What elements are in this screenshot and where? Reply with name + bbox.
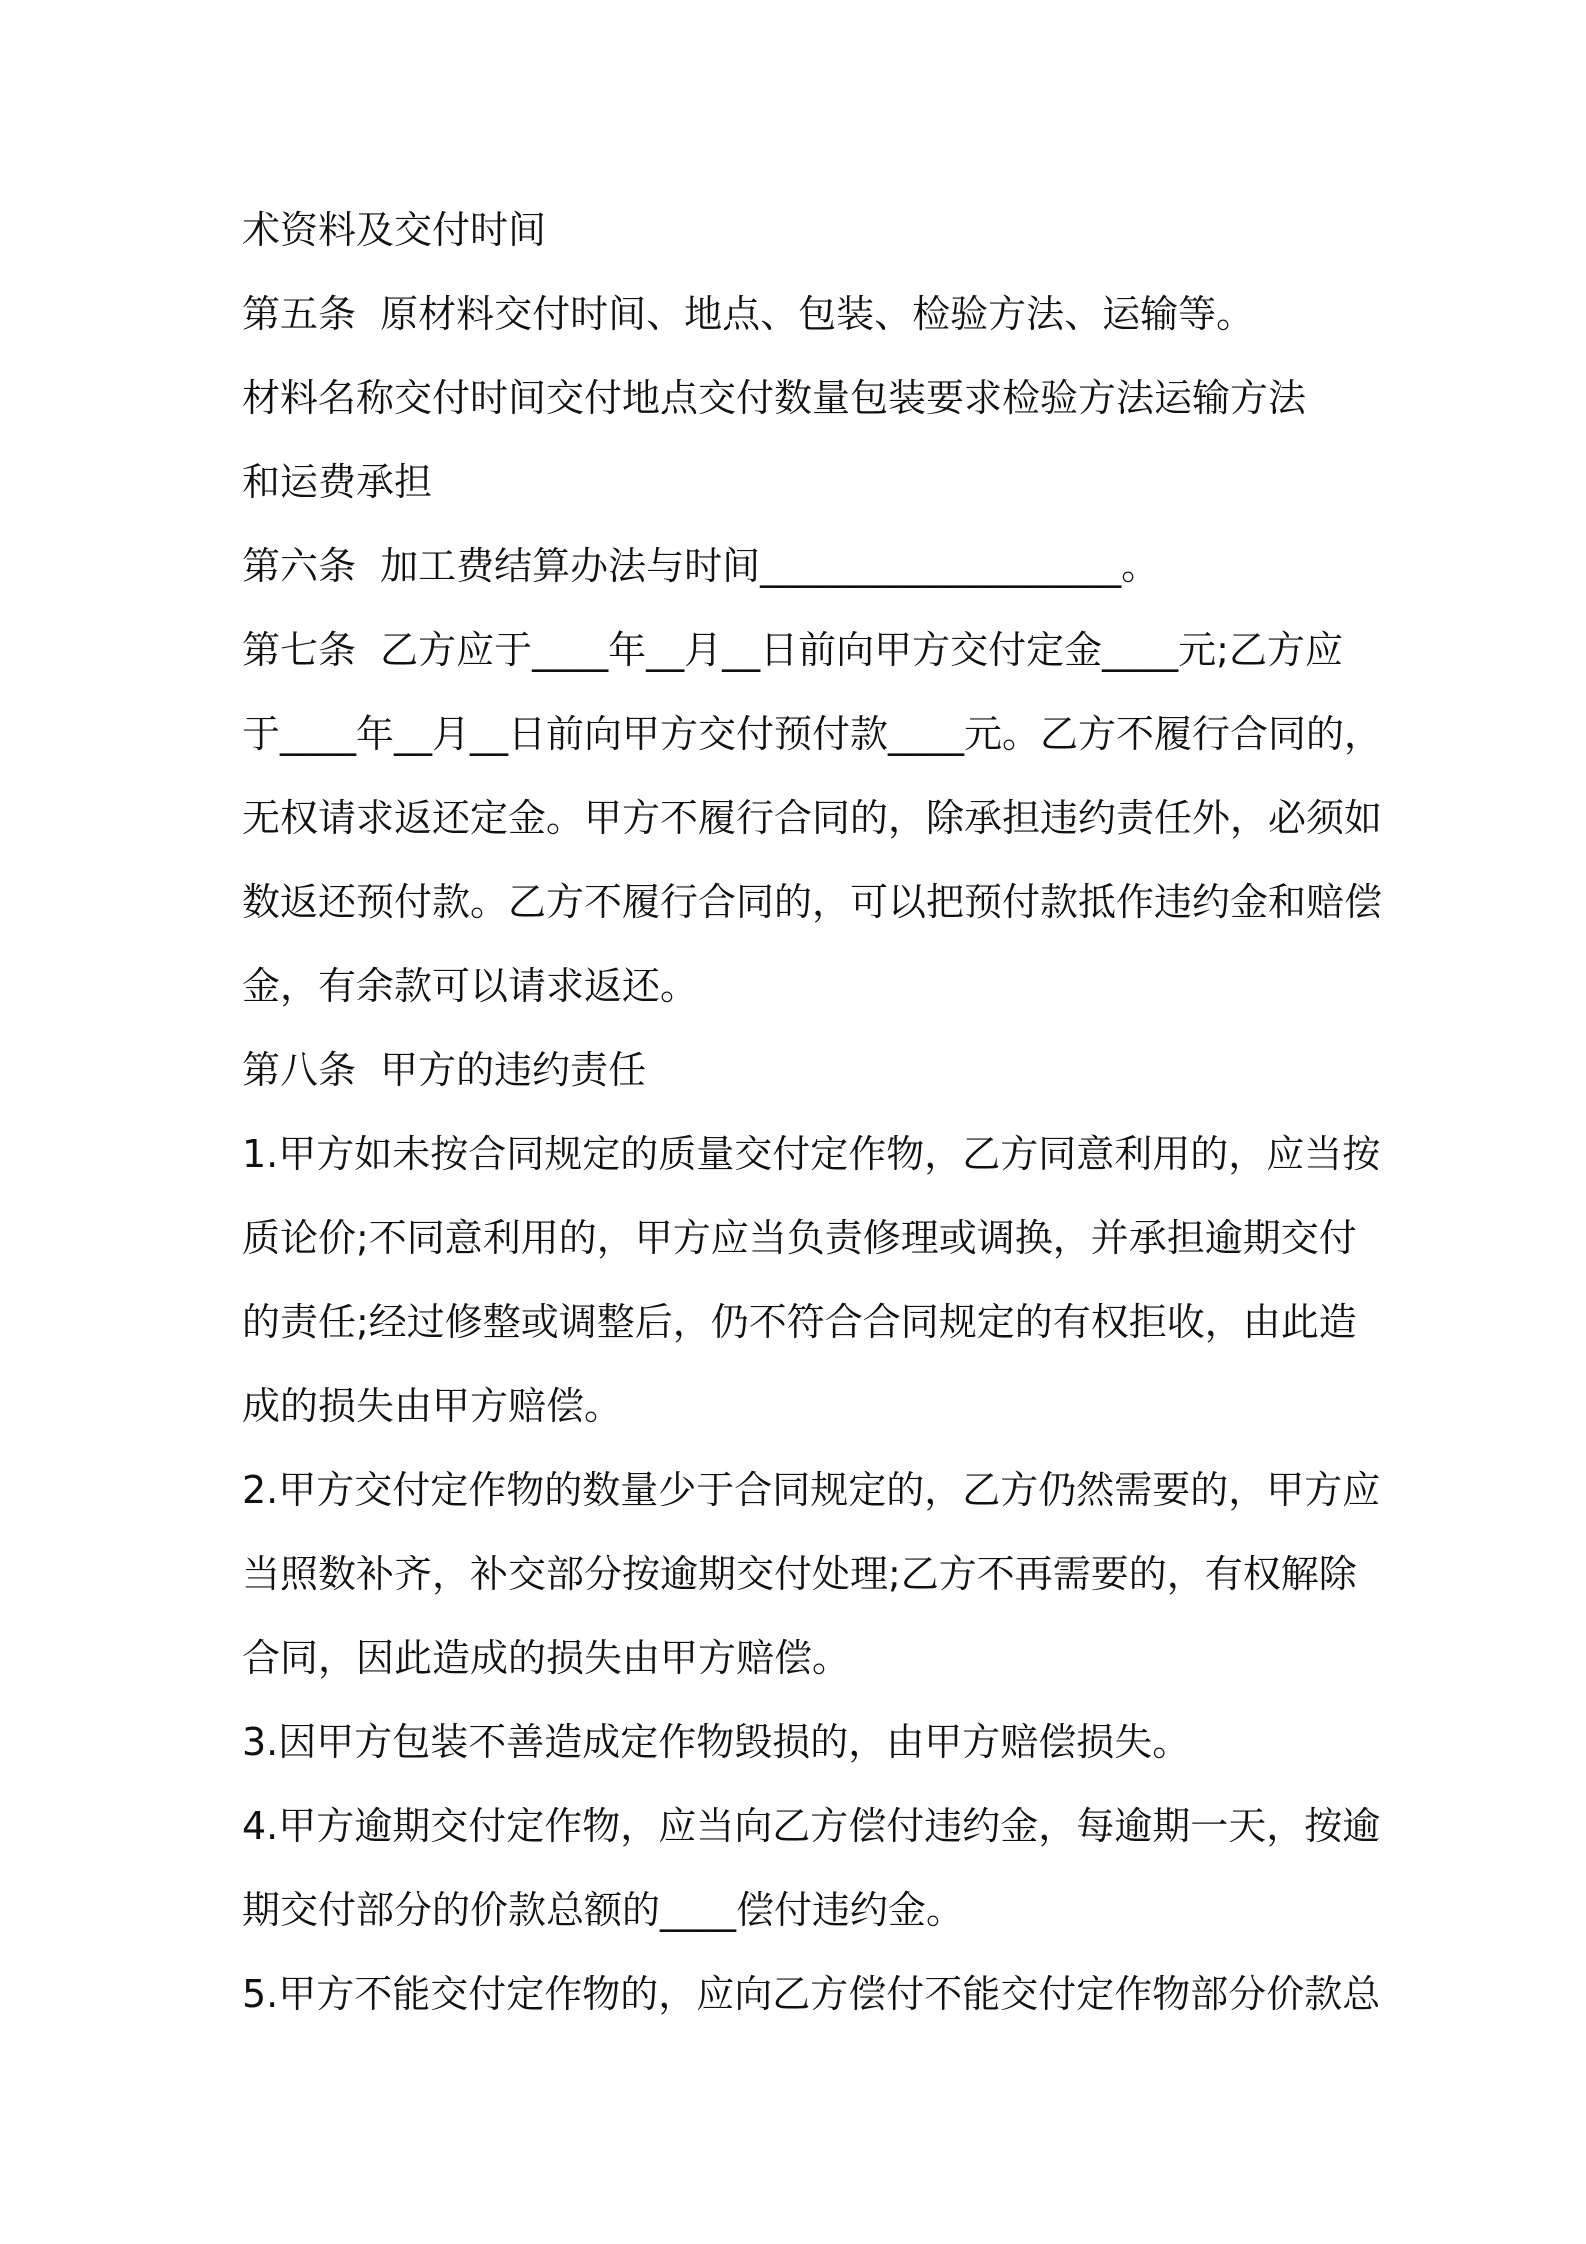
clause-1: 1.甲方如未按合同规定的质量交付定作物，乙方同意利用的，应当按	[242, 1132, 1381, 1176]
article-5-heading: 第五条 原材料交付时间、地点、包装、检验方法、运输等。	[242, 292, 1255, 336]
text-line: 术资料及交付时间	[242, 208, 547, 252]
clause-3: 3.因甲方包装不善造成定作物毁损的，由甲方赔偿损失。	[242, 1720, 1191, 1764]
article-6-heading: 第六条 加工费结算办法与时间___________________。	[242, 544, 1160, 588]
clause-5: 5.甲方不能交付定作物的，应向乙方偿付不能交付定作物部分价款总	[242, 1972, 1381, 2016]
text-line: 无权请求返还定金。甲方不履行合同的，除承担违约责任外，必须如	[242, 796, 1383, 840]
text-line: 和运费承担	[242, 460, 433, 504]
text-line: 材料名称交付时间交付地点交付数量包装要求检验方法运输方法	[242, 376, 1307, 420]
text-line: 当照数补齐，补交部分按逾期交付处理;乙方不再需要的，有权解除	[242, 1552, 1357, 1596]
clause-4: 4.甲方逾期交付定作物，应当向乙方偿付违约金，每逾期一天，按逾	[242, 1804, 1381, 1848]
text-line: 数返还预付款。乙方不履行合同的，可以把预付款抵作违约金和赔偿	[242, 880, 1383, 924]
article-7-heading: 第七条 乙方应于____年__月__日前向甲方交付定金____元;乙方应	[242, 628, 1343, 672]
contract-text	[242, 198, 1383, 2046]
text-line: 合同，因此造成的损失由甲方赔偿。	[242, 1636, 851, 1680]
text-line: 的责任;经过修整或调整后，仍不符合合同规定的有权拒收，由此造	[242, 1300, 1357, 1344]
text-line: 期交付部分的价款总额的____偿付违约金。	[242, 1888, 965, 1932]
text-line: 金，有余款可以请求返还。	[242, 964, 699, 1008]
text-line: 质论价;不同意利用的，甲方应当负责修理或调换，并承担逾期交付	[242, 1216, 1357, 1260]
clause-2: 2.甲方交付定作物的数量少于合同规定的，乙方仍然需要的，甲方应	[242, 1468, 1381, 1512]
article-8-heading: 第八条 甲方的违约责任	[242, 1048, 647, 1092]
text-line: 于____年__月__日前向甲方交付预付款____元。乙方不履行合同的，	[242, 712, 1383, 756]
text-line: 成的损失由甲方赔偿。	[242, 1384, 623, 1428]
